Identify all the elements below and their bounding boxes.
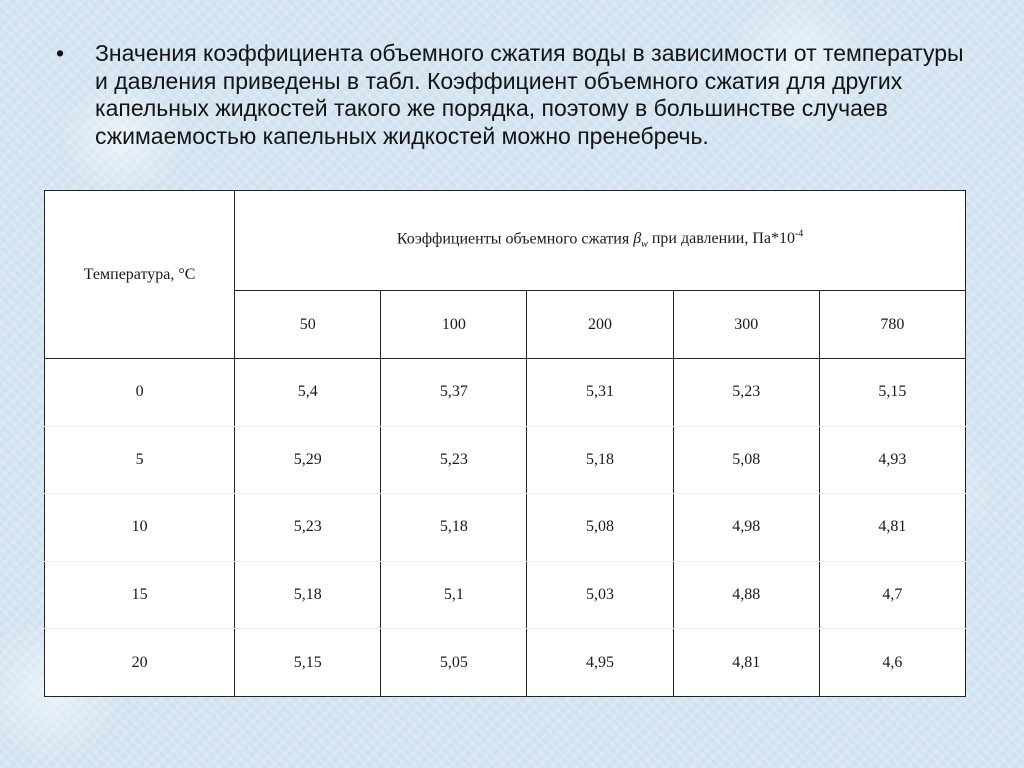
bullet-marker: • [56,40,65,66]
value-cell: 5,15 [819,359,965,427]
value-cell: 5,31 [527,359,673,427]
paragraph-text: Значения коэффициента объемного сжатия воды в зависимости от температуры и давления приведены в табл. Коэффициент объемного сжатия для других капельных жидкостей такого же порядка, поэтому в большинстве случаев сжимаемостью капельных жидкостей можно пренебречь. [95,40,964,149]
table-row [45,359,966,427]
temperature-column-header: Температура, °С [45,191,235,359]
value-cell: 5,1 [381,561,527,629]
value-cell: 4,88 [673,561,819,629]
pressure-header: 300 [673,291,819,359]
value-cell: 5,15 [235,629,381,697]
temperature-cell: 20 [45,629,235,697]
pressure-header: 780 [819,291,965,359]
table-row [45,561,966,629]
value-cell: 5,18 [527,426,673,494]
value-cell: 4,81 [819,494,965,562]
temperature-cell: 10 [45,494,235,562]
coefficient-group-header [235,191,966,291]
pressure-header: 50 [235,291,381,359]
temperature-cell: 0 [45,359,235,427]
value-cell: 5,4 [235,359,381,427]
value-cell: 4,93 [819,426,965,494]
beta-symbol: $\beta_w$ [633,230,648,251]
table-row [45,629,966,697]
value-cell: 4,98 [673,494,819,562]
value-cell: 5,08 [527,494,673,562]
beta-subscript: w [641,239,648,251]
slide-paragraph [56,40,976,150]
group-header-unit: при давлении, $Па*10^{-4}$ [647,228,804,248]
pressure-header: 200 [527,291,673,359]
value-cell: 5,37 [381,359,527,427]
group-header-prefix: Коэффициенты объемного сжатия [396,230,634,248]
pressure-header: 100 [381,291,527,359]
table-row [45,426,966,494]
value-cell: 5,29 [235,426,381,494]
value-cell: 4,95 [527,629,673,697]
value-cell: 4,7 [819,561,965,629]
value-cell: 5,18 [381,494,527,562]
value-cell: 4,6 [819,629,965,697]
value-cell: 5,05 [381,629,527,697]
compression-table-container [44,190,966,696]
value-cell: 5,23 [673,359,819,427]
value-cell: 5,23 [235,494,381,562]
temperature-cell: 15 [45,561,235,629]
value-cell: 5,18 [235,561,381,629]
value-cell: 4,81 [673,629,819,697]
value-cell: 5,23 [381,426,527,494]
unit-exponent: -4 [794,228,804,240]
compression-coefficient-table [44,190,966,697]
value-cell: 5,08 [673,426,819,494]
value-cell: 5,03 [527,561,673,629]
temperature-cell: 5 [45,426,235,494]
table-row [45,494,966,562]
